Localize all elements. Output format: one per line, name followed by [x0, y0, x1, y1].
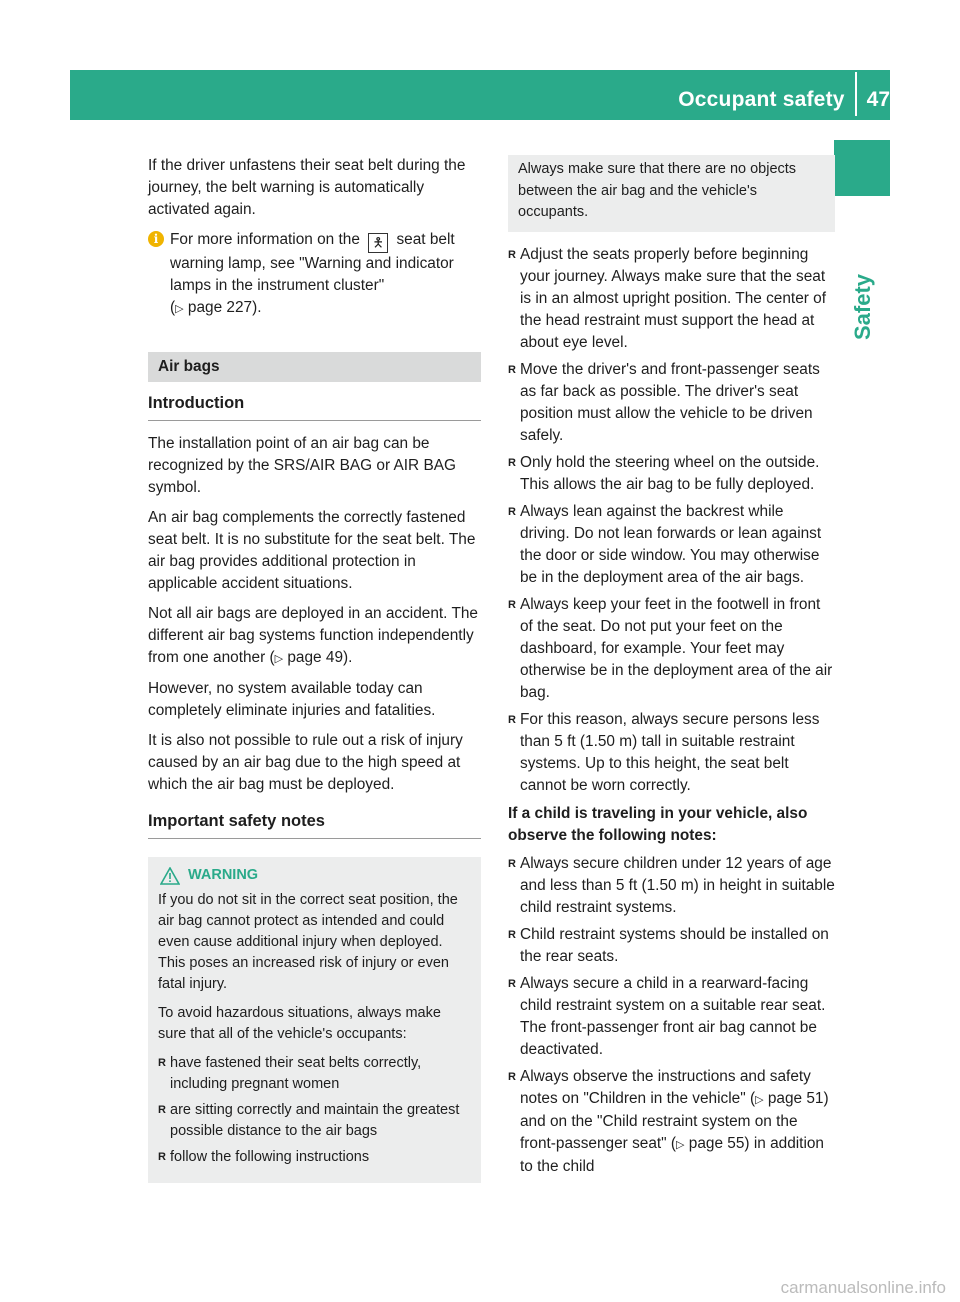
- page-ref-link[interactable]: page 49).: [287, 649, 353, 666]
- warning-box: [148, 857, 481, 1183]
- page-ref-arrow-icon: ▷: [274, 653, 284, 665]
- paragraph: [148, 603, 481, 670]
- list-item: R have fastened their seat belts correctly, including pregnant women: [158, 1053, 469, 1095]
- info-note: i For more information on the 🯅 seat belt warning lamp, see "Warning and indicator lamps in the instrument cluster" (▷ page 227).: [148, 229, 481, 320]
- info-icon: i: [148, 231, 164, 247]
- page-ref-link[interactable]: page 227).: [187, 299, 262, 316]
- seatbelt-icon: 🯅: [368, 233, 388, 253]
- subheading-introduction: Introduction: [148, 392, 481, 421]
- list-item-text: Always observe the instructions and safety notes on "Children in the vehicle" (: [520, 1067, 811, 1107]
- paragraph-text: Not all air bags are deployed in an accident. The different air bag systems function independently from one another (: [148, 605, 478, 666]
- page-ref-link[interactable]: page 51) and on the "Child restraint system on the front-passenger seat" (: [520, 1089, 829, 1152]
- paragraph: The installation point of an air bag can be recognized by the SRS/AIR BAG or AIR BAG symbol.: [148, 435, 456, 496]
- warning-continuation-box: Always make sure that there are no objects between the air bag and the vehicle's occupants.: [508, 155, 835, 232]
- list-item: R Always secure a child in a rearward-facing child restraint system on a suitable rear seat. The front-passenger front air bag cannot be deactivated.: [508, 973, 835, 1061]
- right-column: [508, 155, 835, 1183]
- header-divider: [855, 72, 857, 116]
- list-item: R follow the following instructions: [158, 1147, 469, 1168]
- list-item: R Always lean against the backrest while driving. Do not lean forwards or lean against the door or side window. You may otherwise be in the deployment area of the air bags.: [508, 501, 835, 589]
- info-text: For more information on the: [170, 231, 360, 248]
- list-item: R Only hold the steering wheel on the outside. This allows the air bag to be fully deployed.: [508, 452, 835, 496]
- child-notes-heading: If a child is traveling in your vehicle, also observe the following notes:: [508, 804, 808, 844]
- paragraph: It is also not possible to rule out a risk of injury caused by an air bag due to the high speed at which the air bag must be deployed.: [148, 732, 463, 793]
- chapter-title: Occupant safety: [678, 88, 845, 111]
- side-tab-label: Safety: [850, 273, 875, 340]
- paragraph: If the driver unfastens their seat belt during the journey, the belt warning is automatically activated again.: [148, 157, 466, 218]
- warning-header: [160, 865, 469, 886]
- page-header: [678, 87, 890, 113]
- page-ref-arrow-icon: ▷: [175, 303, 184, 315]
- warning-title: WARNING: [188, 867, 259, 883]
- list-item: R are sitting correctly and maintain the greatest possible distance to the air bags: [158, 1100, 469, 1142]
- list-item: R Child restraint systems should be installed on the rear seats.: [508, 924, 835, 968]
- page-number: 47: [866, 88, 890, 111]
- page-ref-link[interactable]: page 55) in addition to the child: [520, 1134, 824, 1175]
- list-item: R For this reason, always secure persons less than 5 ft (1.50 m) tall in suitable restraint systems. Up to this height, the seat belt cannot be worn correctly.: [508, 709, 835, 797]
- subheading-safety-notes: Important safety notes: [148, 810, 481, 839]
- warning-list: [158, 1053, 469, 1168]
- watermark: carmanualsonline.info: [780, 1278, 946, 1297]
- warning-text: If you do not sit in the correct seat position, the air bag cannot protect as intended and could even cause additional injury when deployed. This poses an increased risk of injury or even fatal injury.: [158, 892, 458, 992]
- left-column: [148, 155, 481, 1183]
- warning-text: To avoid hazardous situations, always make sure that all of the vehicle's occupants:: [158, 1005, 441, 1042]
- list-item: R Adjust the seats properly before beginning your journey. Always make sure that the seat is in an almost upright position. The center of the head restraint must support the head at about eye level.: [508, 244, 835, 354]
- section-heading: Air bags: [148, 352, 481, 382]
- safety-list: [508, 244, 835, 797]
- list-item: R Always secure children under 12 years of age and less than 5 ft (1.50 m) in height in suitable child restraint systems.: [508, 853, 835, 919]
- paragraph: However, no system available today can completely eliminate injuries and fatalities.: [148, 680, 436, 719]
- list-item: [508, 1066, 835, 1178]
- paragraph: An air bag complements the correctly fastened seat belt. It is no substitute for the seat belt. The air bag provides additional protection in applicable accident situations.: [148, 509, 476, 592]
- info-text: seat belt warning lamp, see "Warning and indicator lamps in the instrument cluster": [170, 231, 455, 294]
- child-notes-list: [508, 853, 835, 1178]
- page-ref-arrow-icon: ▷: [676, 1138, 685, 1151]
- page-ref-arrow-icon: ▷: [755, 1093, 764, 1106]
- list-item: R Move the driver's and front-passenger seats as far back as possible. The driver's seat position must allow the vehicle to be driven safely.: [508, 359, 835, 447]
- list-item: R Always keep your feet in the footwell in front of the seat. Do not put your feet on the dashboard, for example. Your feet may otherwise be in the deployment area of the air bag.: [508, 594, 835, 704]
- side-tab-marker: [834, 140, 890, 196]
- warning-triangle-icon: [160, 867, 180, 885]
